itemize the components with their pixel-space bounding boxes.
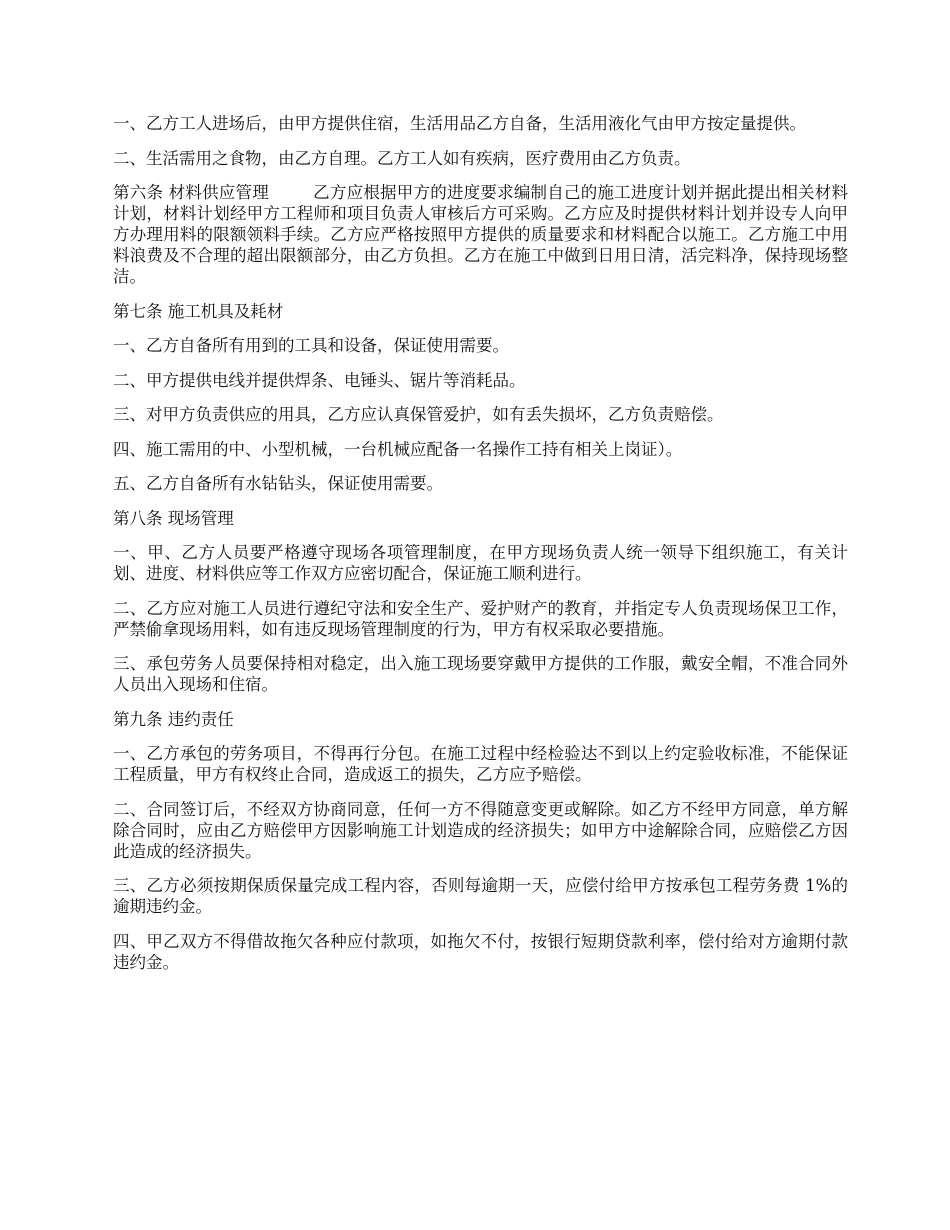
article-8-item-1: 一、甲、乙方人员要严格遵守现场各项管理制度，在甲方现场负责人统一领导下组织施工，有关计划、进度、材料供应等工作双方应密切配合，保证施工顺利进行。 — [113, 543, 848, 583]
article-9-item-1: 一、乙方承包的劳务项目，不得再行分包。在施工过程中经检验达不到以上约定验收标准，不能保证工程质量，甲方有权终止合同，造成返工的损失，乙方应予赔偿。 — [113, 744, 848, 784]
article-7-item-1: 一、乙方自备所有用到的工具和设备，保证使用需要。 — [113, 336, 509, 355]
paragraph-food-medical: 二、生活需用之食物，由乙方自理。乙方工人如有疾病，医疗费用由乙方负责。 — [113, 148, 691, 168]
article-6-heading: 第六条 材料供应管理 — [113, 183, 269, 202]
paragraph-lodging: 一、乙方工人进场后，由甲方提供住宿，生活用品乙方自备，生活用液化气由甲方按定量提供。 — [113, 114, 806, 133]
article-9-item-4: 四、甲乙双方不得借故拖欠各种应付款项，如拖欠不付，按银行短期贷款利率，偿付给对方逾期付款违约金。 — [113, 931, 848, 972]
article-7-heading: 第七条 施工机具及耗材 — [113, 301, 284, 321]
article-7-item-4: 四、施工需用的中、小型机械，一台机械应配备一名操作工持有相关上岗证）。 — [113, 439, 683, 459]
article-9-item-3: 三、乙方必须按期保质保量完成工程内容，否则每逾期一天，应偿付给甲方按承包工程劳务费 1%的逾期违约金。 — [113, 876, 848, 916]
article-7-item-2: 二、甲方提供电线并提供焊条、电锤头、锯片等消耗品。 — [113, 370, 526, 390]
article-7-item-5: 五、乙方自备所有水钻钻头，保证使用需要。 — [113, 474, 443, 493]
article-8-item-2: 二、乙方应对施工人员进行遵纪守法和安全生产、爱护财产的教育，并指定专人负责现场保卫工作，严禁偷拿现场用料，如有违反现场管理制度的行为，甲方有权采取必要措施。 — [113, 598, 848, 639]
article-9-item-2: 二、合同签订后，不经双方协商同意，任何一方不得随意变更或解除。如乙方不经甲方同意，单方解除合同时，应由乙方赔偿甲方因影响施工计划造成的经济损失；如甲方中途解除合同，应赔偿乙方因此造成的经济损失。 — [113, 799, 848, 861]
article-6-text: 乙方应根据甲方的进度要求编制自己的施工进度计划并据此提出相关材料计划，材料计划经甲方工程师和项目负责人审核后方可采购。乙方应及时提供材料计划并设专人向甲方办理用料的限额领料手续。乙方应严格按照甲方提供的质量要求和材料配合以施工。乙方施工中用料浪费及不合理的超出限额部分，由乙方负担。乙方在施工中做到日用日清，活完料净，保持现场整洁。 — [113, 183, 849, 286]
article-8-heading: 第八条 现场管理 — [113, 508, 234, 528]
article-8-item-3: 三、承包劳务人员要保持相对稳定，出入施工现场要穿戴甲方提供的工作服，戴安全帽，不准合同外人员出入现场和住宿。 — [113, 654, 848, 694]
article-7-item-3: 三、对甲方负责供应的用具，乙方应认真保管爱护，如有丢失损坏，乙方负责赔偿。 — [113, 405, 724, 424]
article-6-material-supply — [113, 182, 848, 287]
document-body — [113, 113, 848, 986]
article-9-heading: 第九条 违约责任 — [113, 709, 234, 729]
